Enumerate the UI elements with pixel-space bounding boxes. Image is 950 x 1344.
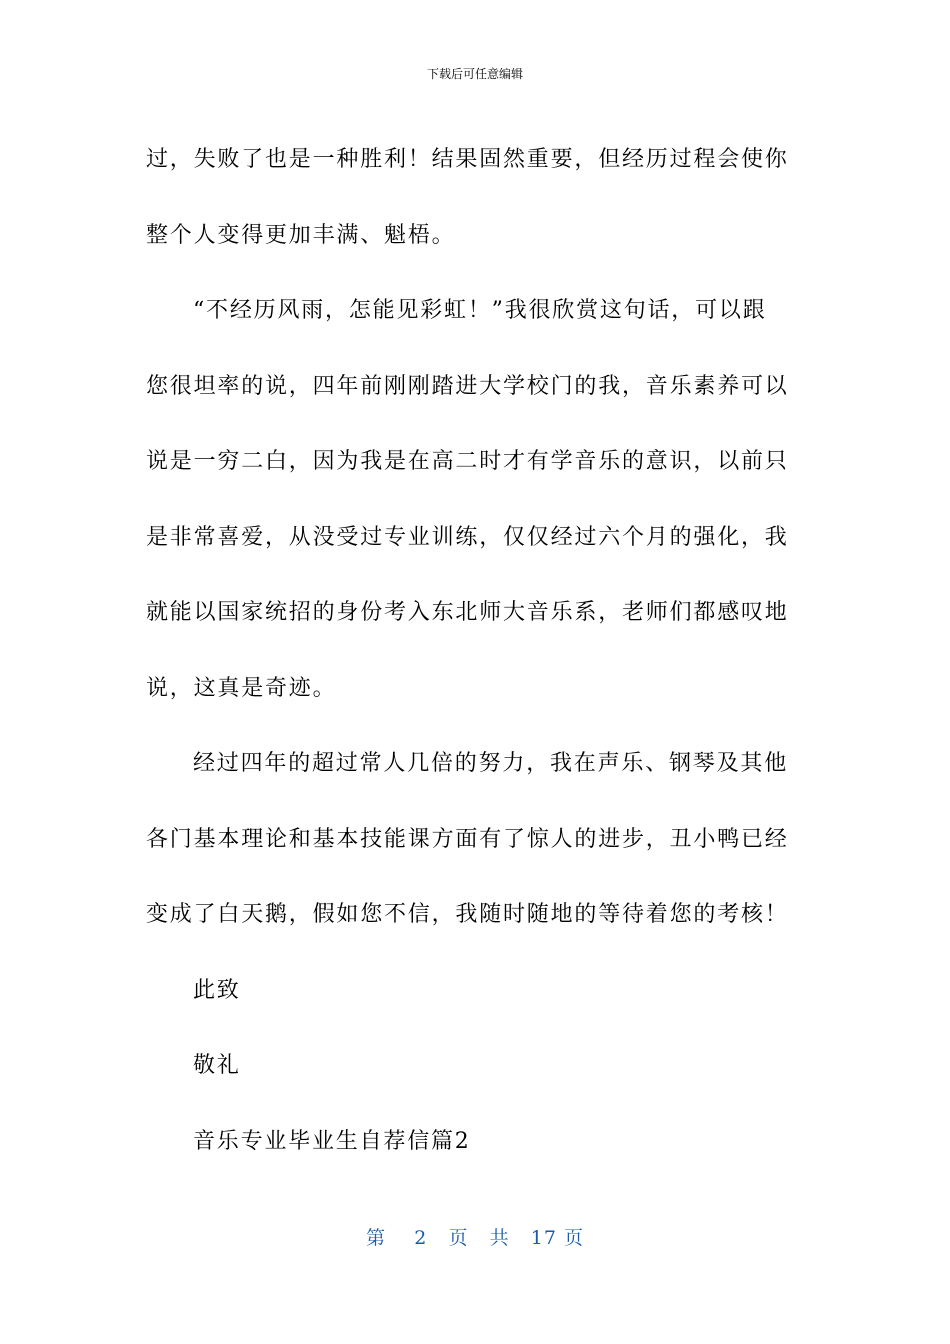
page-footer xyxy=(0,1226,950,1250)
closing-salutation: 此致 xyxy=(193,977,241,1003)
text-line: 说，这真是奇迹。 xyxy=(146,675,337,701)
section-title: 音乐专业毕业生自荐信篇2 xyxy=(193,1128,471,1154)
footer-label-prefix: 第 xyxy=(366,1227,387,1249)
text-line: 变成了白天鹅，假如您不信，我随时随地的等待着您的考核！ xyxy=(146,902,789,927)
text-line: 过，失败了也是一种胜利！结果固然重要，但经历过程会使你 xyxy=(146,147,789,172)
footer-current-page: 2 xyxy=(414,1227,428,1249)
footer-label-page: 页 xyxy=(448,1227,469,1249)
text-line: “不经历风雨，怎能见彩虹！”我很欣赏这句话，可以跟 xyxy=(193,298,767,323)
text-line: 就能以国家统招的身份考入东北师大音乐系，老师们都感叹地 xyxy=(146,600,789,625)
document-body xyxy=(146,122,796,1179)
footer-label-suffix: 页 xyxy=(563,1227,584,1249)
header-text: 下载后可任意编辑 xyxy=(426,67,523,81)
text-line: 各门基本理论和基本技能课方面有了惊人的进步，丑小鸭已经 xyxy=(146,826,789,852)
text-line: 您很坦率的说，四年前刚刚踏进大学校门的我，音乐素养可以 xyxy=(146,373,789,399)
text-line: 经过四年的超过常人几倍的努力，我在声乐、钢琴及其他 xyxy=(193,751,789,776)
footer-total-pages: 17 xyxy=(530,1227,557,1249)
footer-label-total: 共 xyxy=(489,1227,510,1249)
text-line: 是非常喜爱，从没受过专业训练，仅仅经过六个月的强化，我 xyxy=(146,524,789,550)
text-line: 说是一穷二白，因为我是在高二时才有学音乐的意识，以前只 xyxy=(146,449,789,474)
closing-regards: 敬礼 xyxy=(193,1053,241,1078)
text-line: 整个人变得更加丰满、魁梧。 xyxy=(146,222,456,248)
page-header xyxy=(0,66,950,82)
